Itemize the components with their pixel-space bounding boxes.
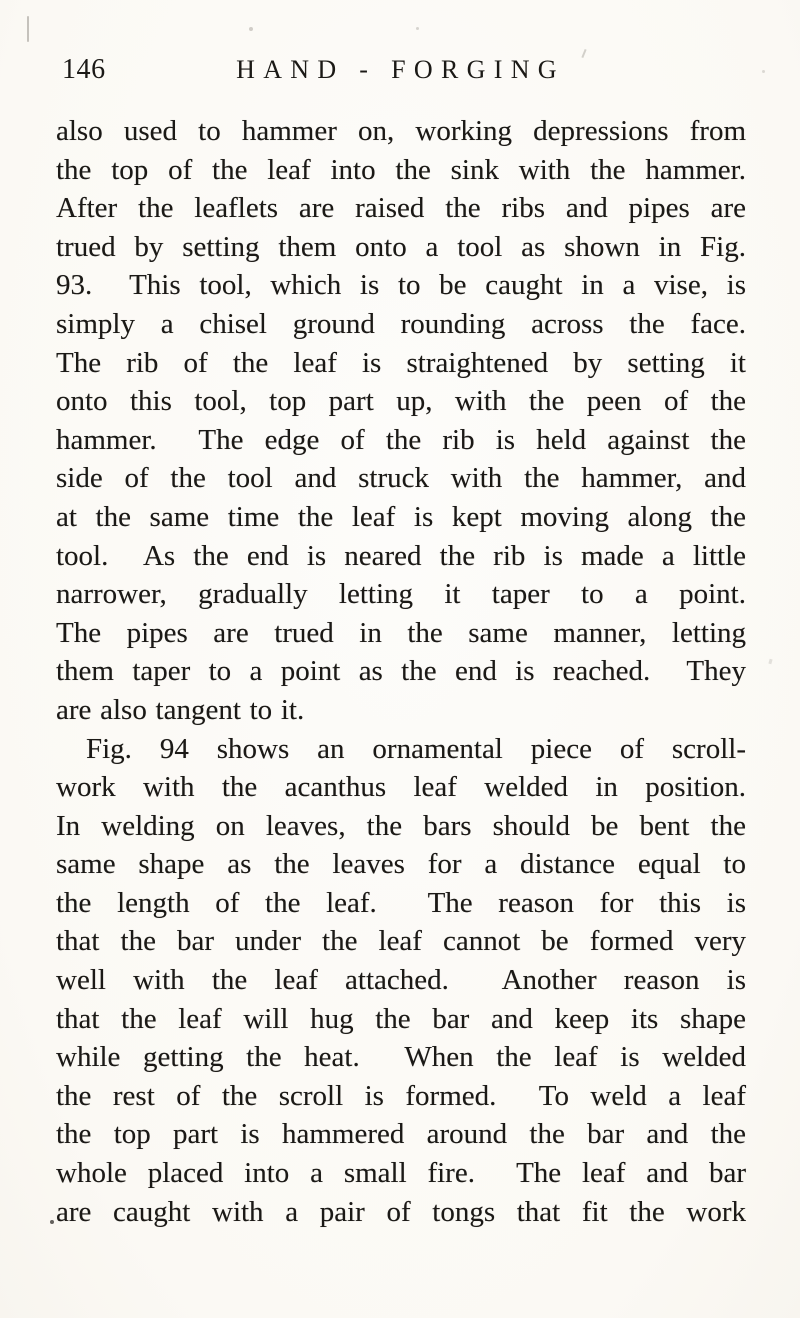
text-line: simply a chisel ground rounding across the face.: [56, 307, 746, 340]
text-line: at the same time the leaf is kept moving along the: [56, 500, 746, 533]
text-line: that the leaf will hug the bar and keep its shape: [56, 1002, 746, 1035]
text-line: The pipes are trued in the same manner, letting: [56, 616, 746, 649]
text-line: whole placed into a small fire. The leaf and bar: [56, 1157, 746, 1190]
scan-speck: [762, 70, 765, 73]
text-line: tool. As the end is neared the rib is made a little: [56, 539, 746, 572]
text-line: hammer. The edge of the rib is held against the: [56, 423, 746, 456]
text-line: 93. This tool, which is to be caught in a vise, is: [56, 269, 746, 302]
text-line: side of the tool and struck with the hammer, and: [56, 462, 746, 495]
text-line: the length of the leaf. The reason for this is: [56, 886, 746, 919]
scan-speck: [416, 27, 419, 30]
text-line: onto this tool, top part up, with the peen of the: [56, 385, 746, 418]
scan-speck: [50, 1220, 54, 1224]
text-line: The rib of the leaf is straightened by setting it: [56, 346, 746, 379]
text-line: while getting the heat. When the leaf is welded: [56, 1041, 746, 1074]
text-line: In welding on leaves, the bars should be bent the: [56, 809, 746, 842]
page-header: [56, 54, 745, 90]
text-line: also used to hammer on, working depressions from: [56, 115, 746, 147]
text-line: the rest of the scroll is formed. To weld a leaf: [56, 1079, 746, 1112]
text-line: narrower, gradually letting it taper to a point.: [56, 578, 746, 611]
scan-speck: [27, 16, 29, 42]
text-line: work with the acanthus leaf welded in position.: [56, 771, 746, 804]
text-line-paragraph-start: Fig. 94 shows an ornamental piece of scroll-: [86, 732, 746, 765]
text-line: the top part is hammered around the bar and the: [56, 1118, 746, 1151]
body-text-block: [56, 112, 746, 1231]
text-line: same shape as the leaves for a distance equal to: [56, 848, 746, 881]
text-line-paragraph-end: are also tangent to it.: [56, 693, 305, 726]
text-line: the top of the leaf into the sink with the hammer.: [56, 153, 746, 186]
text-line: After the leaflets are raised the ribs and pipes are: [56, 192, 746, 225]
text-line: are caught with a pair of tongs that fit the work: [56, 1195, 746, 1228]
scan-speck: [768, 659, 772, 665]
text-line: that the bar under the leaf cannot be formed very: [56, 925, 746, 958]
scan-speck: [249, 27, 253, 31]
text-line: well with the leaf attached. Another reason is: [56, 964, 746, 997]
text-line: trued by setting them onto a tool as shown in Fig.: [56, 230, 746, 263]
running-header-title: HAND - FORGING: [236, 55, 565, 84]
text-line: them taper to a point as the end is reached. They: [56, 655, 746, 688]
page-number: 146: [62, 54, 106, 85]
